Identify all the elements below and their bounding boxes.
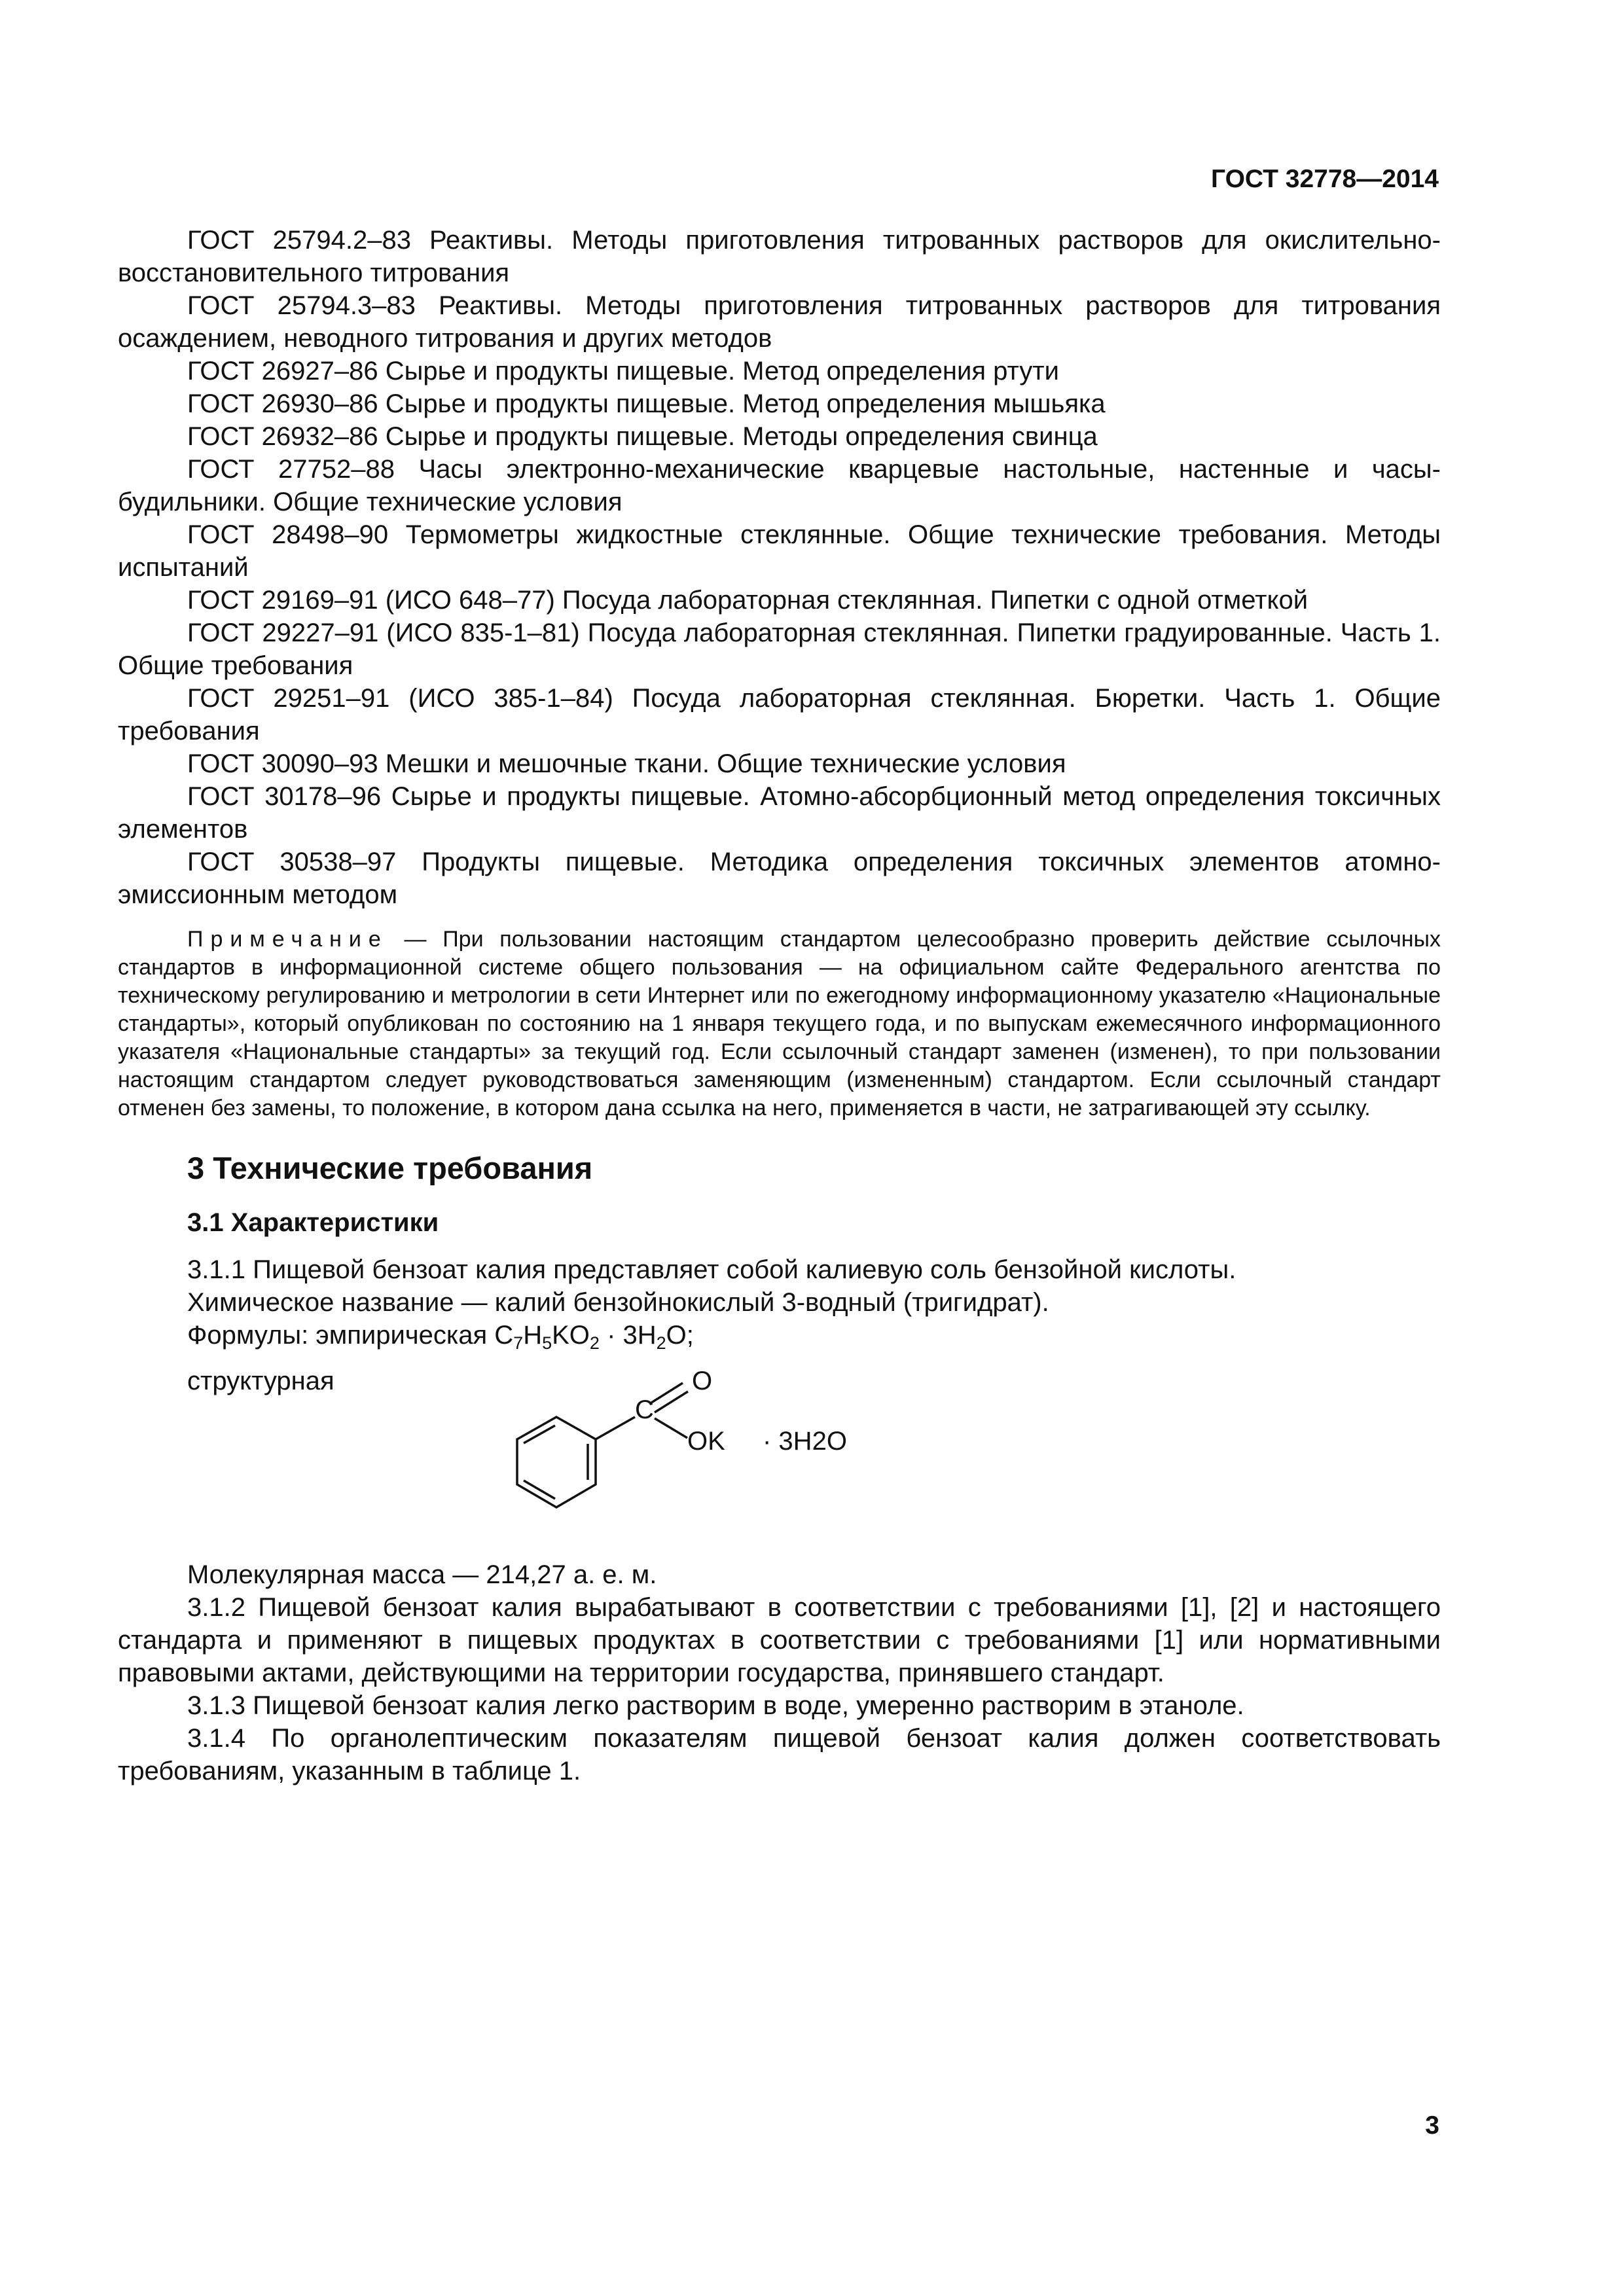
reference-item: ГОСТ 25794.2–83 Реактивы. Методы приготовления титрованных растворов для окислительно-восстановительного титрования xyxy=(118,226,1441,287)
oxygen-atom-label: O xyxy=(692,1367,713,1395)
carbon-atom-label: C xyxy=(635,1395,654,1424)
paragraph-3-1-4: 3.1.4 По органолептическим показателям пищевой бензоат калия должен соответствовать требованиям, указанным в таблице 1. xyxy=(118,1724,1441,1785)
structure-label: структурная xyxy=(187,1367,334,1395)
ring-double-bond xyxy=(524,1480,555,1499)
page-content xyxy=(118,224,1441,1787)
reference-item: ГОСТ 29227–91 (ИСО 835-1–81) Посуда лабораторная стеклянная. Пипетки градуированные. Часть 1. Общие требования xyxy=(118,619,1441,680)
carbonyl-bond xyxy=(649,1383,683,1404)
benzoate-structure-diagram xyxy=(471,1365,956,1558)
section-title: 3 Технические требования xyxy=(187,1151,593,1185)
paragraph-3-1-2: 3.1.2 Пищевой бензоат калия вырабатывают в соответствии с требованиями [1], [2] и настоящего стандарта и применяют в пищевых продуктах в соответствии с требованиями [1] или нормативными правовыми актами, действующими на территории государства, принявшего стандарт. xyxy=(118,1593,1441,1687)
paragraph-3-1-1: 3.1.1 Пищевой бензоат калия представляет собой калиевую соль бензойной кислоты. xyxy=(187,1255,1236,1284)
reference-item: ГОСТ 26927–86 Сырье и продукты пищевые. Метод определения ртути xyxy=(187,357,1059,386)
ring-double-bond xyxy=(524,1426,555,1443)
reference-item: ГОСТ 26932–86 Сырье и продукты пищевые. Методы определения свинца xyxy=(187,422,1098,451)
benzene-ring xyxy=(517,1417,596,1507)
chemical-name: Химическое название — калий бензойнокислый 3-водный (тригидрат). xyxy=(187,1288,1049,1317)
molecular-mass: Молекулярная масса — 214,27 а. е. м. xyxy=(187,1560,657,1589)
water-label: · 3H2O xyxy=(763,1427,847,1456)
empirical-formula: Формулы: эмпирическая $C_7H_5KO_2 \cdot 3H_2O$; xyxy=(187,1321,694,1353)
paragraph-3-1-3: 3.1.3 Пищевой бензоат калия легко растворим в воде, умеренно растворим в этаноле. xyxy=(187,1691,1244,1720)
reference-item: ГОСТ 30090–93 Мешки и мешочные ткани. Общие технические условия xyxy=(187,749,1066,778)
ether-bond xyxy=(655,1418,687,1438)
subsection-title: 3.1 Характеристики xyxy=(187,1208,439,1237)
note-text: — При пользовании настоящим стандартом целесообразно проверить действие ссылочных стандартов в информационной системе общего пользования — на официальном сайте Федерального агентства по техническому регулированию и метрологии в сети Интернет или по ежегодному информационному указателю «Национальные стандарты», который опубликован по состоянию на 1 января текущего года, и по выпускам ежемесячного информационного указателя «Национальные стандарты» за текущий год. Если ссылочный стандарт заменен (изменен), то при пользовании настоящим стандартом следует руководствоваться заменяющим (измененным) стандартом. Если ссылочный стандарт отменен без замены, то положение, в котором дана ссылка на него, применяется в части, не затрагивающей эту ссылку. xyxy=(118,927,1441,1121)
reference-item: ГОСТ 28498–90 Термометры жидкостные стеклянные. Общие технические требования. Методы испытаний xyxy=(118,520,1441,582)
note-block xyxy=(118,925,1441,1122)
reference-item: ГОСТ 30538–97 Продукты пищевые. Методика определения токсичных элементов атомно-эмиссионным методом xyxy=(118,848,1441,909)
ring-carbon-bond xyxy=(596,1417,635,1439)
reference-item: ГОСТ 29251–91 (ИСО 385-1–84) Посуда лабораторная стеклянная. Бюретки. Часть 1. Общие требования xyxy=(118,684,1441,745)
potassium-oxide-label: OK xyxy=(687,1427,725,1456)
document-id: ГОСТ 32778—2014 xyxy=(1211,165,1439,193)
reference-list xyxy=(118,224,1441,911)
reference-item: ГОСТ 25794.3–83 Реактивы. Методы приготовления титрованных растворов для титрования осаждением, неводного титрования и других методов xyxy=(118,291,1441,353)
carbonyl-bond xyxy=(655,1391,688,1412)
reference-item: ГОСТ 30178–96 Сырье и продукты пищевые. Атомно-абсорбционный метод определения токсичных элементов xyxy=(118,782,1441,844)
page-number: 3 xyxy=(1425,2111,1439,2140)
reference-item: ГОСТ 27752–88 Часы электронно-механические кварцевые настольные, настенные и часы-будильники. Общие технические условия xyxy=(118,455,1441,516)
note-label: Примечание xyxy=(187,927,388,952)
reference-item: ГОСТ 26930–86 Сырье и продукты пищевые. Метод определения мышьяка xyxy=(187,389,1106,418)
structural-formula xyxy=(118,1365,1441,1558)
reference-item: ГОСТ 29169–91 (ИСО 648–77) Посуда лабораторная стеклянная. Пипетки с одной отметкой xyxy=(187,586,1308,615)
